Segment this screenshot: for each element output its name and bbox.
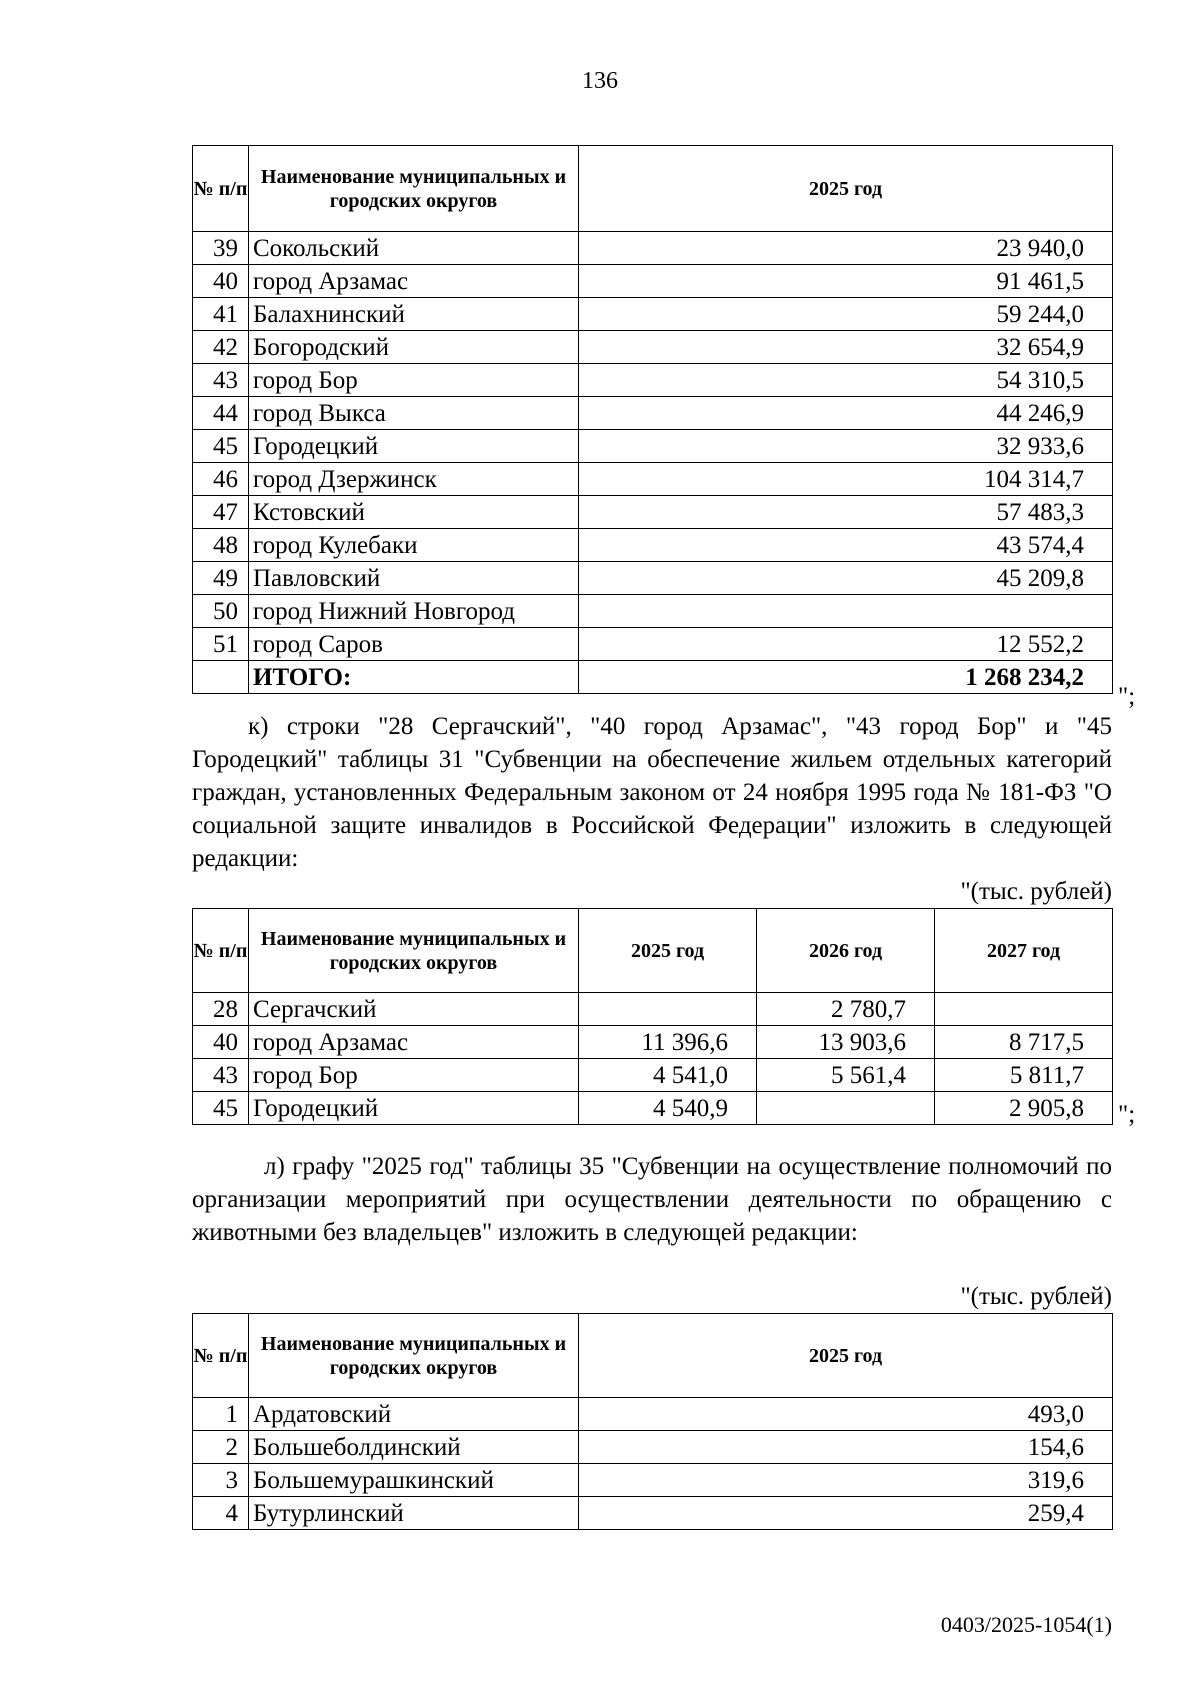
table-row bbox=[193, 1026, 1113, 1059]
row-value-2027: 5 811,7 bbox=[935, 1059, 1113, 1092]
table-row bbox=[193, 993, 1113, 1026]
header-2025: 2025 год bbox=[579, 146, 1113, 232]
row-number: 51 bbox=[193, 628, 249, 661]
header-name: Наименование муниципальных и городских округов bbox=[249, 1314, 579, 1398]
row-number: 39 bbox=[193, 232, 249, 265]
row-number: 46 bbox=[193, 463, 249, 496]
row-value-2025: 43 574,4 bbox=[579, 529, 1113, 562]
table-row bbox=[193, 628, 1113, 661]
row-value-2025: 259,4 bbox=[579, 1497, 1113, 1530]
table-row bbox=[193, 1464, 1113, 1497]
row-name: город Арзамас bbox=[249, 265, 579, 298]
row-number: 2 bbox=[193, 1431, 249, 1464]
total-value: 1 268 234,2 bbox=[579, 661, 1113, 694]
total-row bbox=[193, 661, 1113, 694]
units-label-2: "(тыс. рублей) bbox=[960, 1283, 1112, 1310]
row-name: город Выкса bbox=[249, 397, 579, 430]
table-row bbox=[193, 496, 1113, 529]
row-value-2026: 13 903,6 bbox=[757, 1026, 935, 1059]
total-empty-cell bbox=[193, 661, 249, 694]
total-label: ИТОГО: bbox=[249, 661, 579, 694]
table-row bbox=[193, 298, 1113, 331]
header-name: Наименование муниципальных и городских округов bbox=[249, 909, 579, 993]
table-row bbox=[193, 1059, 1113, 1092]
row-number: 42 bbox=[193, 331, 249, 364]
page-number: 136 bbox=[582, 68, 618, 94]
row-name: Большеболдинский bbox=[249, 1431, 579, 1464]
row-value-2025: 319,6 bbox=[579, 1464, 1113, 1497]
header-name: Наименование муниципальных и городских округов bbox=[249, 146, 579, 232]
row-value-2025: 154,6 bbox=[579, 1431, 1113, 1464]
table1-closing-quote: "; bbox=[1118, 683, 1136, 710]
table1-body bbox=[193, 232, 1113, 694]
table-row bbox=[193, 397, 1113, 430]
row-value-2027: 8 717,5 bbox=[935, 1026, 1113, 1059]
row-number: 40 bbox=[193, 1026, 249, 1059]
row-name: город Дзержинск bbox=[249, 463, 579, 496]
table-row bbox=[193, 1431, 1113, 1464]
row-number: 50 bbox=[193, 595, 249, 628]
header-num: № п/п bbox=[193, 146, 249, 232]
row-value-2025: 4 540,9 bbox=[579, 1092, 757, 1125]
table-subventions-2025-a bbox=[192, 145, 1113, 694]
table-row bbox=[193, 1398, 1113, 1431]
row-value-2025: 32 933,6 bbox=[579, 430, 1113, 463]
row-value-2025 bbox=[579, 993, 757, 1026]
row-value-2025: 4 541,0 bbox=[579, 1059, 757, 1092]
row-number: 45 bbox=[193, 1092, 249, 1125]
row-value-2025: 12 552,2 bbox=[579, 628, 1113, 661]
document-code: 0403/2025-1054(1) bbox=[940, 1612, 1112, 1637]
row-value-2025: 57 483,3 bbox=[579, 496, 1113, 529]
row-value-2025: 493,0 bbox=[579, 1398, 1113, 1431]
table2-body bbox=[193, 993, 1113, 1125]
table-row bbox=[193, 1497, 1113, 1530]
row-value-2025: 104 314,7 bbox=[579, 463, 1113, 496]
row-number: 40 bbox=[193, 265, 249, 298]
row-name: город Саров bbox=[249, 628, 579, 661]
row-value-2025 bbox=[579, 595, 1113, 628]
row-name: Бутурлинский bbox=[249, 1497, 579, 1530]
row-number: 49 bbox=[193, 562, 249, 595]
row-value-2025: 91 461,5 bbox=[579, 265, 1113, 298]
row-value-2026: 5 561,4 bbox=[757, 1059, 935, 1092]
row-name: Богородский bbox=[249, 331, 579, 364]
row-number: 45 bbox=[193, 430, 249, 463]
row-name: Ардатовский bbox=[249, 1398, 579, 1431]
row-name: Балахнинский bbox=[249, 298, 579, 331]
table-animals-subventions bbox=[192, 1313, 1113, 1530]
header-2027: 2027 год bbox=[935, 909, 1113, 993]
row-value-2025: 32 654,9 bbox=[579, 331, 1113, 364]
row-number: 1 bbox=[193, 1398, 249, 1431]
paragraph-k: к) строки "28 Сергачский", "40 город Арзамас", "43 город Бор" и "45 Городецкий" таблицы 31 "Субвенции на обеспечение жильем отдельных категорий граждан, установленных Федеральным законом от 24 ноября 1995 года № 181-ФЗ "О социальной защите инвалидов в Российской Федерации" изложить в следующей редакции: bbox=[192, 713, 1112, 872]
row-name: Сергачский bbox=[249, 993, 579, 1026]
row-number: 47 bbox=[193, 496, 249, 529]
paragraph-l: л) графу "2025 год" таблицы 35 "Субвенции на осуществление полномочий по организации мероприятий при осуществлении деятельности по обращению с животными без владельцев" изложить в следующей редакции: bbox=[192, 1153, 1112, 1246]
row-number: 41 bbox=[193, 298, 249, 331]
row-number: 43 bbox=[193, 1059, 249, 1092]
row-name: город Бор bbox=[249, 1059, 579, 1092]
table-row bbox=[193, 331, 1113, 364]
table3-body bbox=[193, 1398, 1113, 1530]
row-value-2025: 54 310,5 bbox=[579, 364, 1113, 397]
row-value-2025: 59 244,0 bbox=[579, 298, 1113, 331]
table-housing-subventions bbox=[192, 908, 1113, 1125]
table2-closing-quote: "; bbox=[1118, 1101, 1136, 1128]
row-value-2026 bbox=[757, 1092, 935, 1125]
row-name: Городецкий bbox=[249, 1092, 579, 1125]
table-row bbox=[193, 430, 1113, 463]
row-name: Кстовский bbox=[249, 496, 579, 529]
header-num: № п/п bbox=[193, 1314, 249, 1398]
table-row bbox=[193, 529, 1113, 562]
row-number: 3 bbox=[193, 1464, 249, 1497]
row-name: город Кулебаки bbox=[249, 529, 579, 562]
row-value-2025: 45 209,8 bbox=[579, 562, 1113, 595]
table-row bbox=[193, 595, 1113, 628]
header-num: № п/п bbox=[193, 909, 249, 993]
row-number: 28 bbox=[193, 993, 249, 1026]
table-row bbox=[193, 562, 1113, 595]
table-row bbox=[193, 265, 1113, 298]
row-name: Сокольский bbox=[249, 232, 579, 265]
row-number: 44 bbox=[193, 397, 249, 430]
header-2026: 2026 год bbox=[757, 909, 935, 993]
row-value-2027 bbox=[935, 993, 1113, 1026]
row-value-2025: 23 940,0 bbox=[579, 232, 1113, 265]
table-row bbox=[193, 463, 1113, 496]
row-name: город Нижний Новгород bbox=[249, 595, 579, 628]
row-value-2027: 2 905,8 bbox=[935, 1092, 1113, 1125]
row-value-2025: 44 246,9 bbox=[579, 397, 1113, 430]
row-name: Павловский bbox=[249, 562, 579, 595]
row-value-2025: 11 396,6 bbox=[579, 1026, 757, 1059]
header-2025: 2025 год bbox=[579, 1314, 1113, 1398]
row-name: Большемурашкинский bbox=[249, 1464, 579, 1497]
table-row bbox=[193, 1092, 1113, 1125]
row-value-2026: 2 780,7 bbox=[757, 993, 935, 1026]
row-number: 4 bbox=[193, 1497, 249, 1530]
row-name: Городецкий bbox=[249, 430, 579, 463]
table-row bbox=[193, 232, 1113, 265]
header-2025: 2025 год bbox=[579, 909, 757, 993]
row-name: город Арзамас bbox=[249, 1026, 579, 1059]
row-name: город Бор bbox=[249, 364, 579, 397]
units-label-1: "(тыс. рублей) bbox=[960, 878, 1112, 905]
table-row bbox=[193, 364, 1113, 397]
row-number: 43 bbox=[193, 364, 249, 397]
row-number: 48 bbox=[193, 529, 249, 562]
